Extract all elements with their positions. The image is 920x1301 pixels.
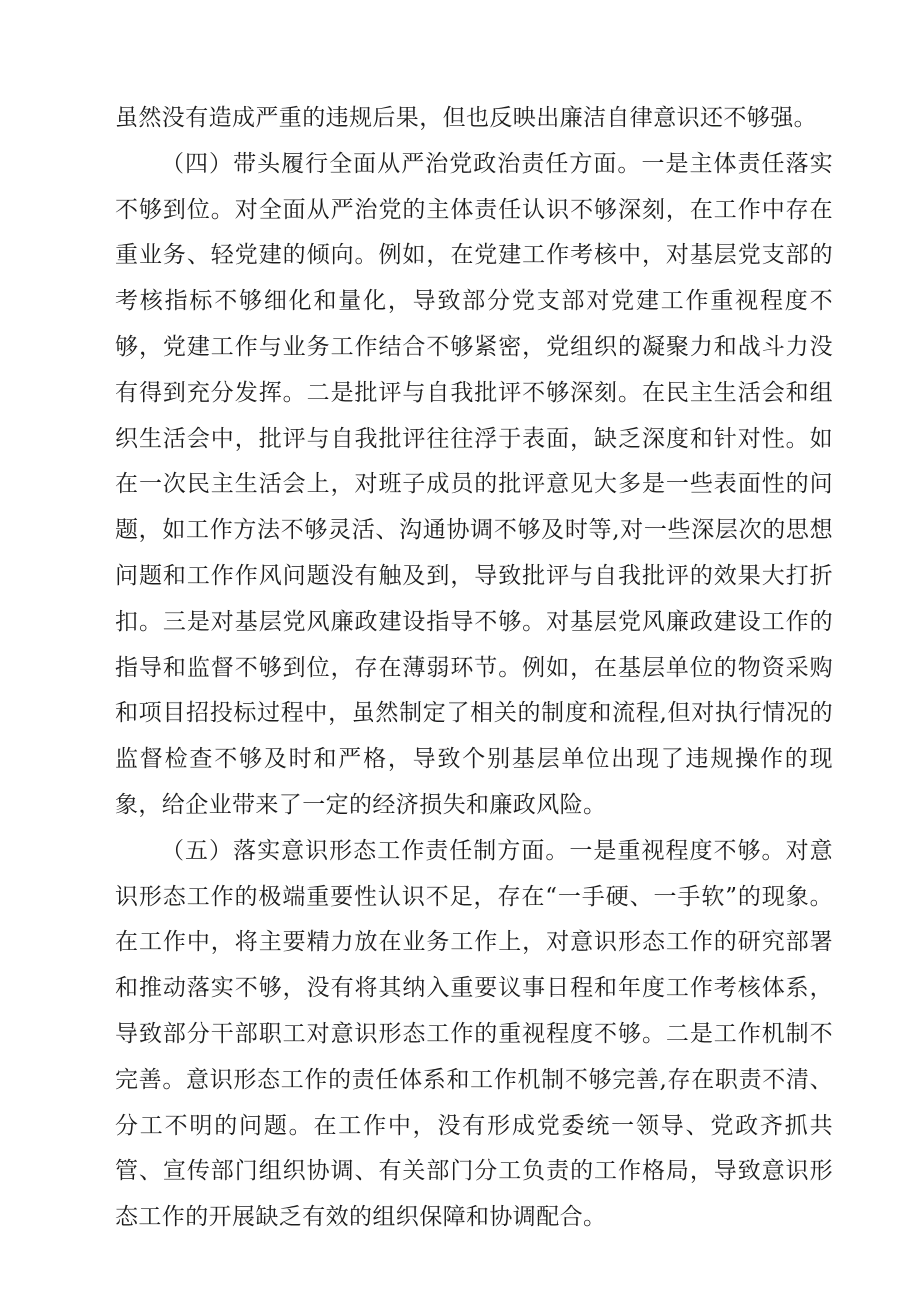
paragraph-continuation: 虽然没有造成严重的违规后果，但也反映出廉洁自律意识还不够强。: [115, 105, 817, 131]
paragraph-section-five: （五）落实意识形态工作责任制方面。一是重视程度不够。对意识形态工作的极端重要性认识不足，存在“一手硬、一手软”的现象。在工作中，将主要精力放在业务工作上，对意识形态工作的研究部署和推动落实不够，没有将其纳入重要议事日程和年度工作考核体系，导致部分干部职工对意识形态工作的重视程度不够。二是工作机制不完善。意识形态工作的责任体系和工作机制不够完善,存在职责不清、分工不明的问题。在工作中，没有形成党委统一领导、党政齐抓共管、宣传部门组织协调、有关部门分工负责的工作格局，导致意识形态工作的开展缺乏有效的组织保障和协调配合。: [115, 837, 833, 1231]
document-body: [115, 96, 833, 1241]
paragraph-section-four: （四）带头履行全面从严治党政治责任方面。一是主体责任落实不够到位。对全面从严治党的主体责任认识不够深刻，在工作中存在重业务、轻党建的倾向。例如，在党建工作考核中，对基层党支部的考核指标不够细化和量化，导致部分党支部对党建工作重视程度不够，党建工作与业务工作结合不够紧密，党组织的凝聚力和战斗力没有得到充分发挥。二是批评与自我批评不够深刻。在民主生活会和组织生活会中，批评与自我批评往往浮于表面，缺乏深度和针对性。如在一次民主生活会上，对班子成员的批评意见大多是一些表面性的问题，如工作方法不够灵活、沟通协调不够及时等,对一些深层次的思想问题和工作作风问题没有触及到，导致批评与自我批评的效果大打折扣。三是对基层党风廉政建设指导不够。对基层党风廉政建设工作的指导和监督不够到位，存在薄弱环节。例如，在基层单位的物资采购和项目招投标过程中，虽然制定了相关的制度和流程,但对执行情况的监督检查不够及时和严格，导致个别基层单位出现了违规操作的现象，给企业带来了一定的经济损失和廉政风险。: [115, 150, 833, 818]
